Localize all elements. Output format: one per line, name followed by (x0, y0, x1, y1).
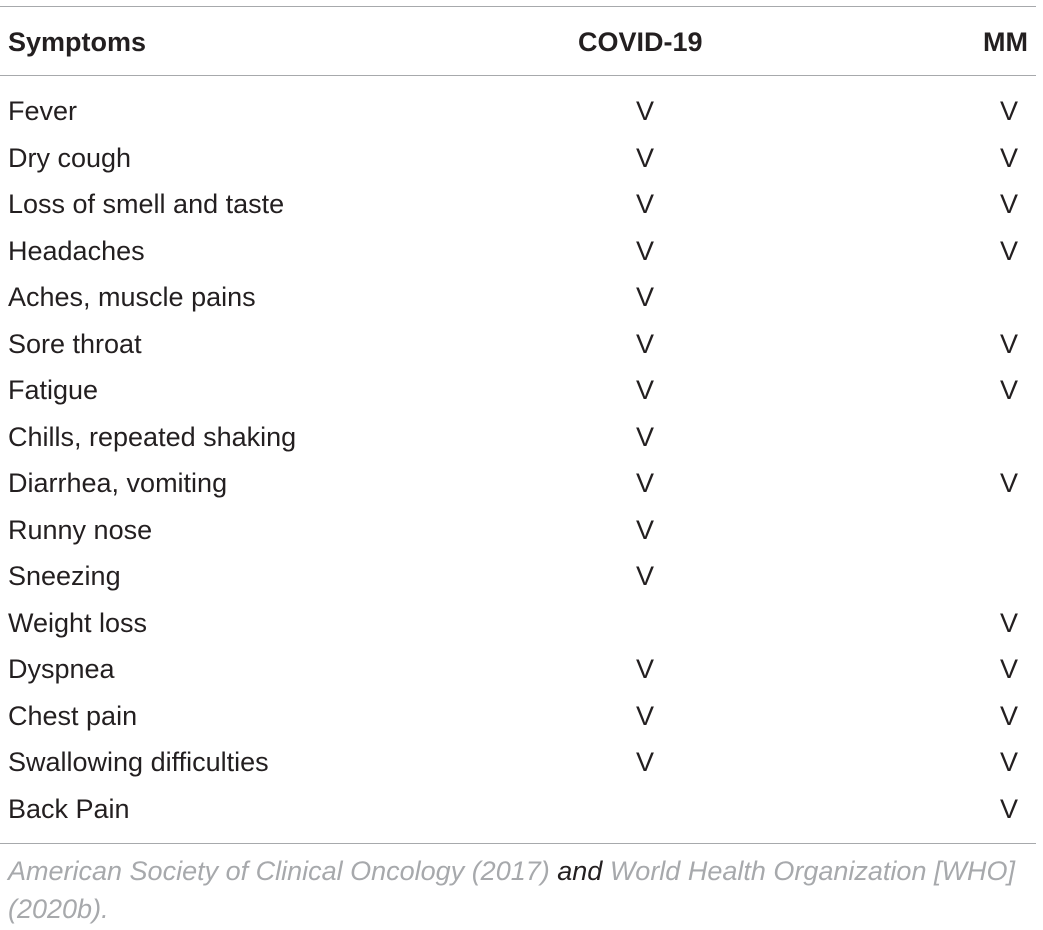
symptom-cell: Chills, repeated shaking (8, 421, 297, 452)
table-row (0, 367, 1043, 414)
symptom-cell: Dyspnea (8, 654, 115, 684)
table-row (0, 646, 1043, 693)
symptom-cell: Aches, muscle pains (8, 282, 256, 312)
table-row (0, 274, 1043, 321)
covid-19-cell: V (636, 747, 655, 777)
table-top-rule (0, 6, 1036, 7)
mm-cell: V (1000, 189, 1019, 219)
table-row (0, 786, 1043, 833)
covid-19-cell: V (636, 514, 655, 545)
table-row (0, 739, 1043, 786)
table-header-rule (0, 75, 1036, 76)
table-row (0, 181, 1043, 228)
footnote-end: . (101, 894, 109, 924)
symptom-cell: Fever (8, 96, 78, 126)
covid-19-cell: V (636, 375, 655, 405)
mm-cell: V (1000, 96, 1019, 126)
symptom-cell: Chest pain (8, 700, 138, 731)
table-row (0, 228, 1043, 275)
covid-19-cell: V (636, 700, 655, 731)
covid-19-cell: V (636, 328, 655, 359)
covid-19-cell: V (636, 654, 655, 684)
symptom-cell: Weight loss (8, 607, 148, 638)
symptom-cell: Diarrhea, vomiting (8, 468, 228, 498)
table-row (0, 414, 1043, 461)
covid-19-cell: V (636, 468, 655, 498)
mm-cell: V (1000, 235, 1019, 266)
table-footnote (8, 852, 1038, 928)
table-row (0, 693, 1043, 740)
symptom-cell: Headaches (8, 235, 145, 266)
covid-19-cell: V (636, 421, 655, 452)
symptom-cell: Sore throat (8, 328, 142, 359)
covid-19-cell: V (636, 96, 655, 126)
footnote-reference-asco[interactable]: American Society of Clinical Oncology (2017) (8, 856, 550, 886)
mm-cell: V (1000, 468, 1019, 498)
table-row (0, 460, 1043, 507)
covid-19-cell: V (636, 189, 655, 219)
mm-cell: V (1000, 747, 1019, 777)
covid-19-cell: V (636, 561, 655, 591)
table-row (0, 507, 1043, 554)
mm-cell: V (1000, 328, 1019, 359)
table-row (0, 600, 1043, 647)
mm-cell: V (1000, 700, 1019, 731)
covid-19-cell: V (636, 142, 655, 173)
header-symptoms: Symptoms (8, 27, 147, 57)
symptom-cell: Fatigue (8, 375, 99, 405)
symptom-cell: Swallowing difficulties (8, 747, 269, 777)
table-body (0, 88, 1043, 832)
covid-19-cell: V (636, 282, 655, 312)
covid-19-cell: V (636, 235, 655, 266)
table-row (0, 135, 1043, 182)
symptom-cell: Loss of smell and taste (8, 189, 285, 219)
table-header-row (0, 20, 1043, 64)
mm-cell: V (1000, 375, 1019, 405)
table-bottom-rule (0, 843, 1036, 844)
table-row (0, 553, 1043, 600)
mm-cell: V (1000, 654, 1019, 684)
mm-cell: V (1000, 793, 1019, 824)
symptom-cell: Runny nose (8, 514, 153, 545)
mm-cell: V (1000, 142, 1019, 173)
footnote-joiner: and (549, 856, 610, 886)
footnote-reference-who[interactable]: World Health Organization [WHO] (2020b) (8, 856, 1015, 924)
table-row (0, 321, 1043, 368)
symptom-cell: Back Pain (8, 793, 130, 824)
header-covid-19: COVID-19 (578, 27, 703, 57)
mm-cell: V (1000, 607, 1019, 638)
header-mm: MM (983, 27, 1028, 57)
table-row (0, 88, 1043, 135)
symptom-cell: Sneezing (8, 561, 121, 591)
symptom-cell: Dry cough (8, 142, 132, 173)
